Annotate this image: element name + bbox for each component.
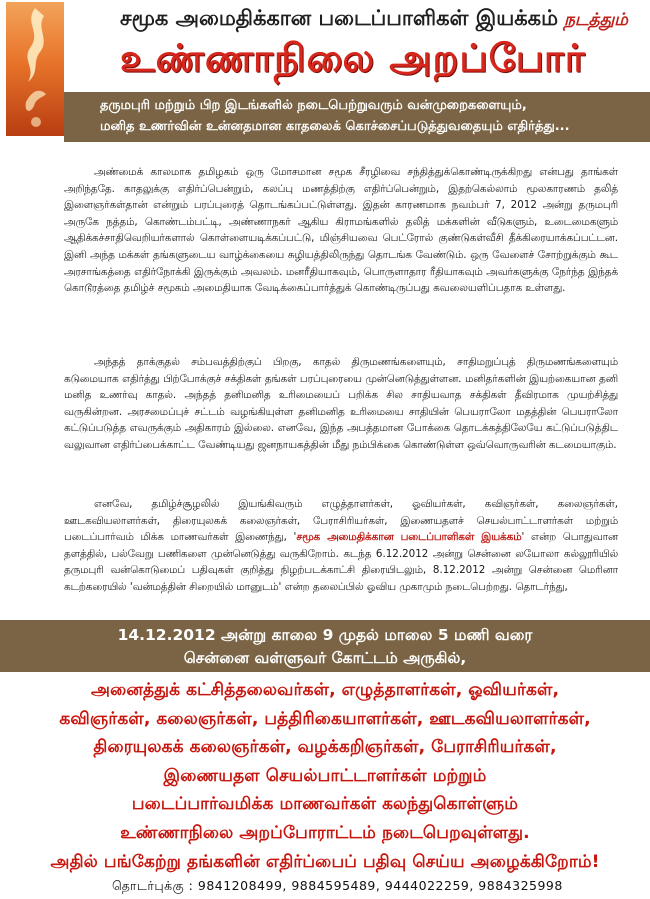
intro-band <box>64 92 650 142</box>
contact-numbers: தொடர்புக்கு : 9841208499, 9884595489, 9444022259, 9884325998 <box>112 878 563 893</box>
paragraph-3-text-a: எனவே, தமிழ்ச்சூழலில் இயங்கிவரும் எழுத்தாளர்கள், ஓவியர்கள், கவிஞர்கள், கலைஞர்கள், ஊடகவியலாளர்கள், திரையுலகக் கலைஞர்கள், பேராசிரியர்கள், இணையதளச் செயல்பாட்டாளர்கள் மற்றும் படைப்பார்வம் மிக்க மாணவர்கள் இணைந்து, ' <box>64 498 618 544</box>
header <box>0 0 650 92</box>
paragraph-3-text-b: ' என்ற பொதுவான தளத்தில், பல்வேறு பணிகளை முன்னெடுத்து வருகிறோம். கடந்த 6.12.2012 அன்று சென்னை லயோலா கல்லூரியில் தருமபுரி வன்கொடுமைப் பதிவுகள் குறித்து நிழற்படக்காட்சி திரையிடலும், 8.12.2012 அன்று சென்னை மெரினா கடற்கரையில் 'வன்மத்தின் சிறையில் மானுடம்' என்ற தலைப்பில் ஓவிய முகாமும் நடைபெற்றது. தொடர்ந்து, <box>64 531 618 593</box>
invitation-line-3: திரையுலகக் கலைஞர்கள், வழக்கறிஞர்கள், பேராசிரியர்கள், <box>93 737 557 758</box>
event-band <box>0 620 650 672</box>
invitation-line-1: அனைத்துக் கட்சித்தலைவர்கள், எழுத்தாளர்கள், ஓவியர்கள், <box>91 680 559 700</box>
org-line <box>120 6 640 33</box>
event-date-time: 14.12.2012 அன்று காலை 9 முதல் மாலை 5 மணி வரை <box>117 626 533 644</box>
flame-quill-icon <box>6 2 64 136</box>
invitation-block <box>0 676 650 876</box>
intro-line-2: மனித உணர்வின் உன்னதமான காதலைக் கொச்சைப்படுத்துவதையும் எதிர்த்து... <box>100 119 570 134</box>
event-venue: சென்னை வள்ளுவர் கோட்டம் அருகில், <box>183 649 467 667</box>
org-tag: நடத்தும் <box>564 10 628 30</box>
paragraph-1-text: அண்மைக் காலமாக தமிழகம் ஒரு மோசமான சமூக சீரழிவை சந்தித்துக்கொண்டிருக்கிறது என்பது தாங்கள் அறிந்ததே. காதலுக்கு எதிர்ப்பென்றும், கலப்பு மணத்திற்கு எதிர்ப்பென்றும், இதற்கெல்லாம் மூலகாரணம் தலித் இளைஞர்கள்தான் என்றும் பரப்புரைத் தொடங்கப்பட்டுள்ளது. இதன் காரணமாக நவம்பர் 7, 2012 அன்று தருமபுரி அருகே நத்தம், கொண்டம்பட்டி, அண்ணாநகர் ஆகிய கிராமங்களில் தலித் மக்களின் வீடுகளும், உடைமைகளும் ஆதிக்கச்சாதிவெறியர்களால் கொள்ளையடிக்கப்பட்டு, மிஞ்சியவை பெட்ரோல் குண்டுகள்வீசி தீக்கிரையாக்கப்பட்டன. இனி அந்த மக்கள் தங்களுடைய வாழ்க்கையை சுழியத்திலிருந்து தொடங்க வேண்டும். ஒரு வேளைச் சோற்றுக்கும் கூட அரசாங்கத்தை எதிர்நோக்கி இருக்கும் அவலம். மனரீதியாகவும், பொருளாதார ரீதியாகவும் அவர்களுக்கு நேர்ந்த இந்தக் கொடூரத்தை தமிழ்ச் சமூகம் அமைதியாக வேடிக்கைப்பார்த்துக் கொண்டிருப்பது கவலையளிப்பதாக உள்ளது. <box>64 166 618 295</box>
invitation-line-2: கவிஞர்கள், கலைஞர்கள், பத்திரிகையாளர்கள், ஊடகவியலாளர்கள், <box>59 708 591 729</box>
invitation-line-4: இணையதள செயல்பாட்டாளர்கள் மற்றும் <box>163 765 487 786</box>
paragraph-3 <box>64 496 618 596</box>
movement-name: சமூக அமைதிக்கான படைப்பாளிகள் இயக்கம் <box>296 531 522 544</box>
page-title: உண்ணாநிலை அறப்போர் <box>120 36 586 80</box>
logo <box>6 2 64 136</box>
paragraph-2 <box>64 354 618 454</box>
intro-line-1: தருமபுரி மற்றும் பிற இடங்களில் நடைபெற்றுவரும் வன்முறைகளையும், <box>100 98 527 113</box>
paragraph-2-text: அந்தத் தாக்குதல் சம்பவத்திற்குப் பிறகு, காதல் திருமணங்களையும், சாதிமறுப்புத் திருமணங்களையும் கடுமையாக எதிர்த்து பிற்போக்குச் சக்திகள் தங்கள் பரப்புரையை முன்னெடுத்துள்ளன. மனிதர்களின் இயற்கையான தனி மனித உணர்வு காதல். அந்தத் தனிமனித உரிமையைப் பறிக்க சில சாதியவாத சக்திகள் தீவிரமாக முயற்சித்து வருகின்றன. அரசமைப்புச் சட்டம் வழங்கியுள்ள தனிமனித உரிமையை சாதியின் பெயராலோ மதத்தின் பெயராலோ கட்டுப்படுத்த எவருக்கும் அதிகாரம் இல்லை. எனவே, இந்த அபத்தமான போக்கை தொடக்கத்திலேயே கட்டுப்படுத்திட வலுவான எதிர்ப்பைக்காட்ட வேண்டியது ஜனநாயகத்தின் மீது நம்பிக்கை கொண்டுள்ள ஒவ்வொருவரின் கடமையாகும். <box>64 356 618 451</box>
invitation-line-6: உண்ணாநிலை அறப்போராட்டம் நடைபெறவுள்ளது. <box>120 822 530 843</box>
invitation-line-5: படைப்பார்வமிக்க மாணவர்கள் கலந்துகொள்ளும் <box>131 794 519 815</box>
invitation-line-7: அதில் பங்கேற்று தங்களின் எதிர்ப்பைப் பதிவு செய்ய அழைக்கிறோம்! <box>50 851 600 872</box>
paragraph-1 <box>64 164 618 297</box>
org-name: சமூக அமைதிக்கான படைப்பாளிகள் இயக்கம் <box>120 6 558 30</box>
